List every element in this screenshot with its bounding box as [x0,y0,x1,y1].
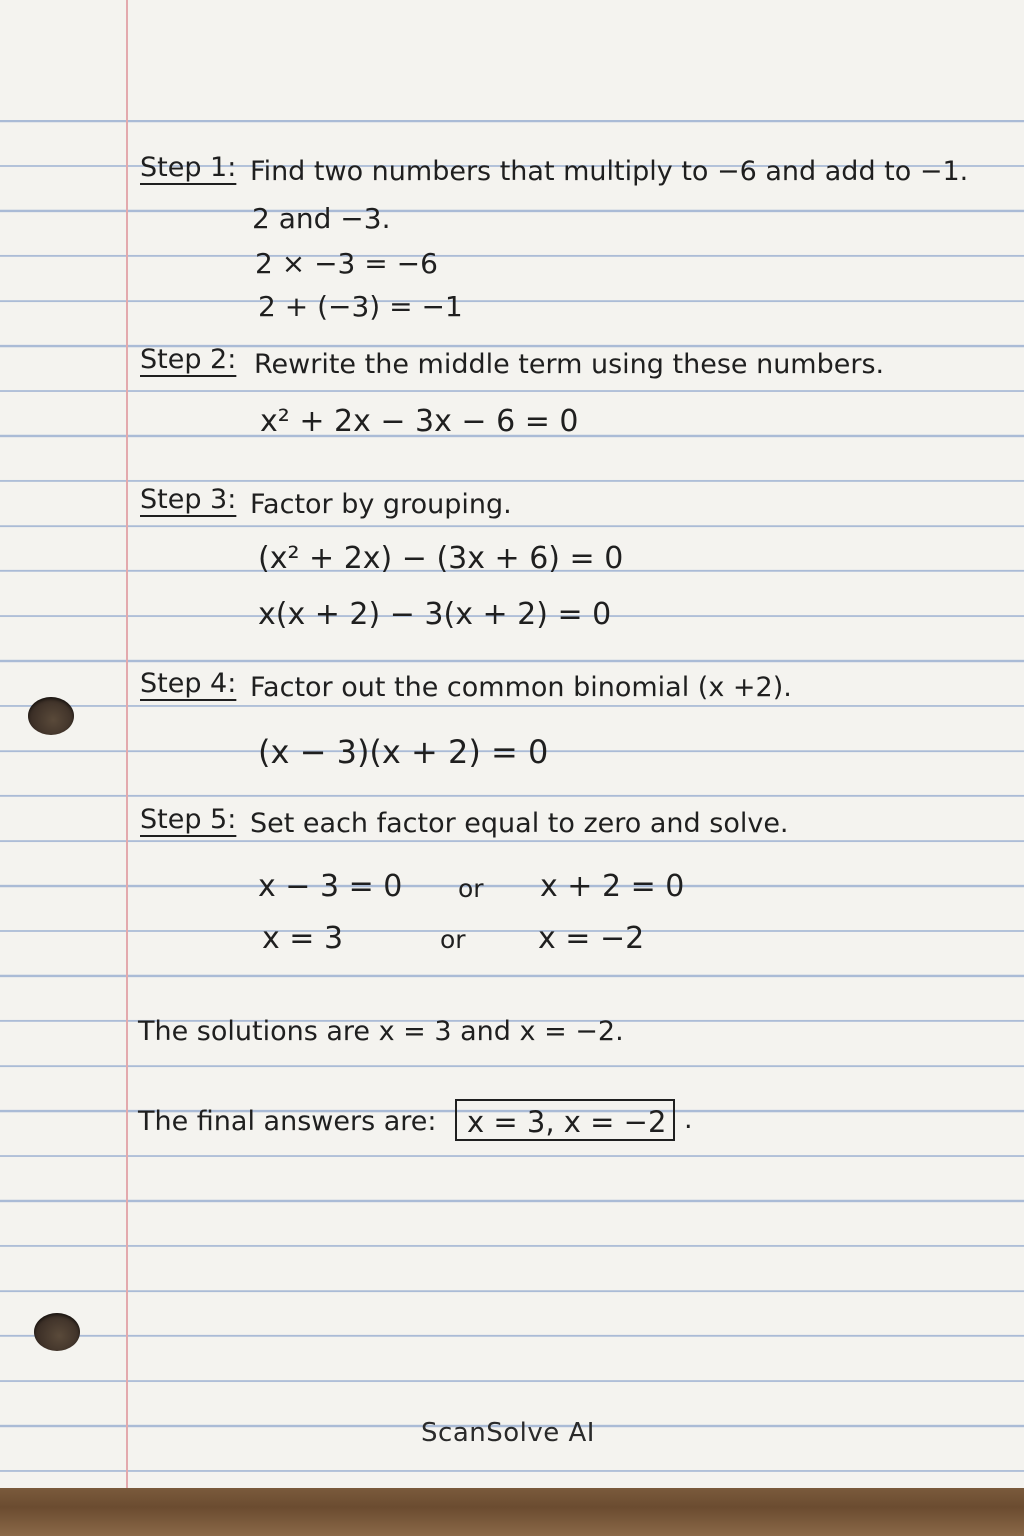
step-2-line-1: x² + 2x − 3x − 6 = 0 [260,404,579,439]
step-4-label: Step 4: [140,668,237,699]
step-3-text: Factor by grouping. [250,489,512,520]
final-answer-period: . [684,1104,693,1135]
solutions-text: The solutions are x = 3 and x = −2. [138,1016,624,1047]
step-1-text: Find two numbers that multiply to −6 and add to −1. [250,156,969,187]
step-5-text: Set each factor equal to zero and solve. [250,808,789,839]
step-5-or-2: or [440,925,466,954]
step-5-eq-right-1: x + 2 = 0 [540,869,685,904]
step-4-line-1: (x − 3)(x + 2) = 0 [258,733,549,771]
binder-hole [34,1313,80,1351]
binder-hole [28,697,74,735]
desk-surface [0,1488,1024,1536]
step-1-label: Step 1: [140,152,237,183]
step-2-label: Step 2: [140,344,237,375]
step-2-text: Rewrite the middle term using these numbers. [254,349,885,380]
step-5-or-1: or [458,874,484,903]
step-3-label: Step 3: [140,484,237,515]
step-1-line-2: 2 × −3 = −6 [255,247,438,280]
step-5-eq-left-1: x − 3 = 0 [258,869,403,904]
final-answer-box: x = 3, x = −2 [455,1099,675,1141]
step-3-line-1: (x² + 2x) − (3x + 6) = 0 [258,541,624,576]
step-5-eq-right-2: x = −2 [538,921,645,956]
final-answer-label: The final answers are: [138,1106,437,1137]
step-4-text: Factor out the common binomial (x +2). [250,672,792,703]
step-5-eq-left-2: x = 3 [262,921,344,956]
step-1-line-1: 2 and −3. [252,202,391,235]
margin-line [126,0,128,1492]
step-1-line-3: 2 + (−3) = −1 [258,290,463,323]
step-3-line-2: x(x + 2) − 3(x + 2) = 0 [258,597,612,632]
step-5-label: Step 5: [140,804,237,835]
brand-watermark: ScanSolve AI [421,1418,595,1448]
